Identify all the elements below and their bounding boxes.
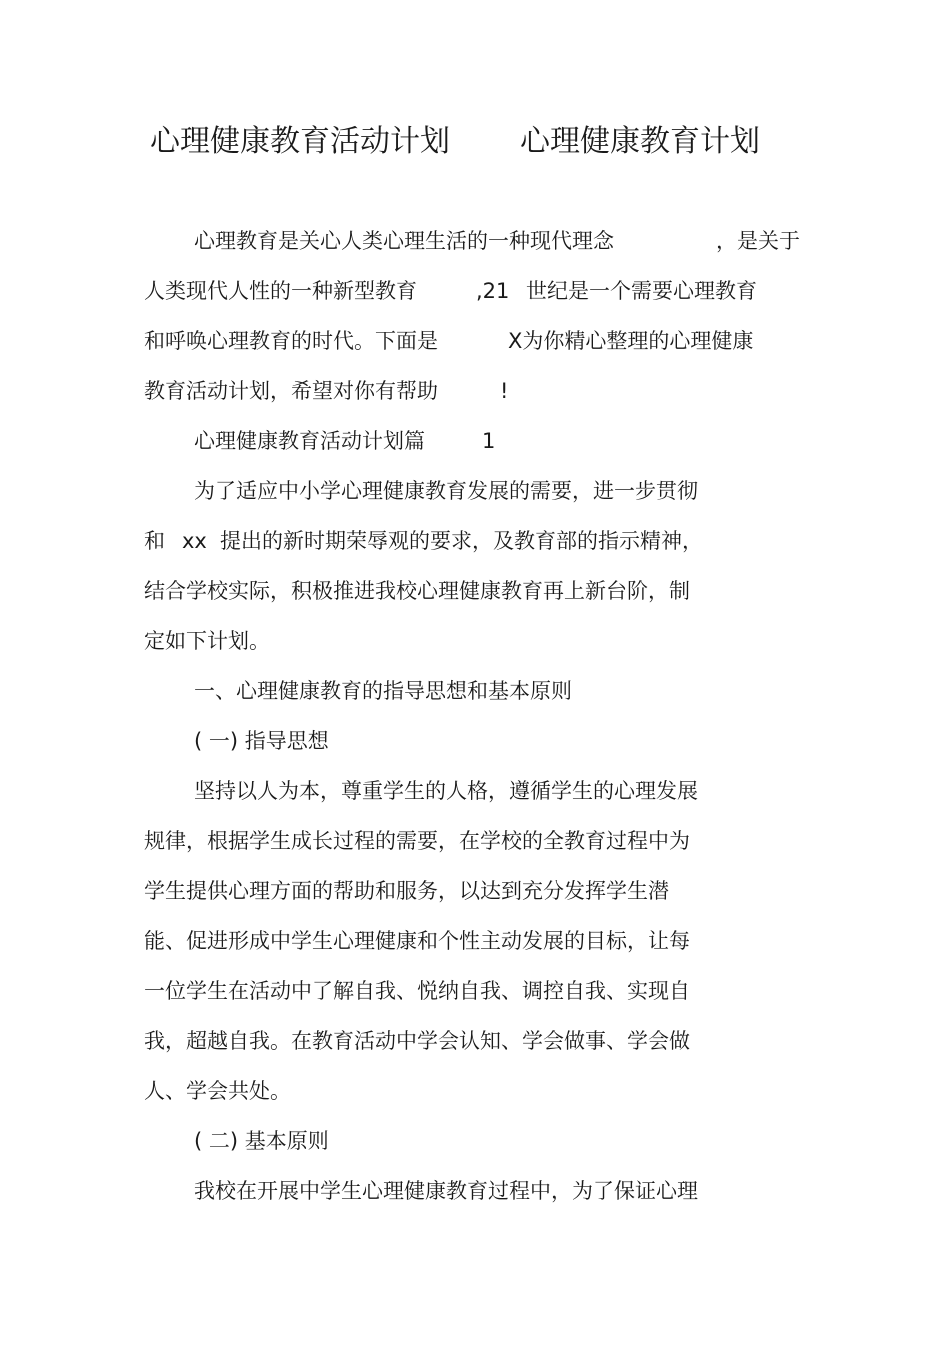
intro-line-2-a: 人类现代人性的一种新型教育 — [144, 279, 417, 303]
para2-line-3: 学生提供心理方面的帮助和服务，以达到充分发挥学生潜 — [144, 879, 669, 903]
para2-line-2: 规律，根据学生成长过程的需要，在学校的全教育过程中为 — [144, 829, 690, 853]
para1-line-1: 为了适应中小学心理健康教育发展的需要，进一步贯彻 — [194, 479, 698, 503]
para2-line-1: 坚持以人为本，尊重学生的人格，遵循学生的心理发展 — [194, 779, 698, 803]
heading-one: 一、心理健康教育的指导思想和基本原则 — [194, 679, 572, 703]
para1-line-3: 结合学校实际，积极推进我校心理健康教育再上新台阶，制 — [144, 579, 690, 603]
para1-line-4: 定如下计划。 — [144, 629, 270, 653]
para1-line-2-c: 提出的新时期荣辱观的要求，及教育部的指示精神， — [220, 529, 703, 553]
section-heading-text: 心理健康教育活动计划篇 — [194, 429, 425, 453]
para2-line-5: 一位学生在活动中了解自我、悦纳自我、调控自我、实现自 — [144, 979, 690, 1003]
para2-line-6: 我，超越自我。在教育活动中学会认知、学会做事、学会做 — [144, 1029, 690, 1053]
para2-line-4: 能、促进形成中学生心理健康和个性主动发展的目标，让每 — [144, 929, 690, 953]
intro-line-3-a: 和呼唤心理教育的时代。下面是 — [144, 329, 438, 353]
section-heading-number: 1 — [482, 429, 496, 453]
title-part-1: 心理健康教育活动计划 — [150, 124, 450, 159]
intro-line-2-b: ,21 — [476, 279, 510, 303]
para1-line-2-b: xx — [182, 529, 207, 553]
para2-line-7: 人、学会共处。 — [144, 1079, 291, 1103]
subheading-one: ( 一) 指导思想 — [194, 729, 329, 753]
title-part-2: 心理健康教育计划 — [520, 124, 760, 159]
intro-line-4-b: ! — [500, 379, 509, 403]
intro-line-2-c: 世纪是一个需要心理教育 — [526, 279, 757, 303]
subheading-two: ( 二) 基本原则 — [194, 1129, 329, 1153]
para1-line-2-a: 和 — [144, 529, 165, 553]
intro-line-1-b: ，是关于 — [716, 229, 800, 253]
para3-line-1: 我校在开展中学生心理健康教育过程中，为了保证心理 — [194, 1179, 698, 1203]
intro-line-4-a: 教育活动计划，希望对你有帮助 — [144, 379, 438, 403]
intro-line-1-a: 心理教育是关心人类心理生活的一种现代理念 — [194, 229, 614, 253]
intro-line-3-b: X为你精心整理的心理健康 — [508, 329, 754, 353]
